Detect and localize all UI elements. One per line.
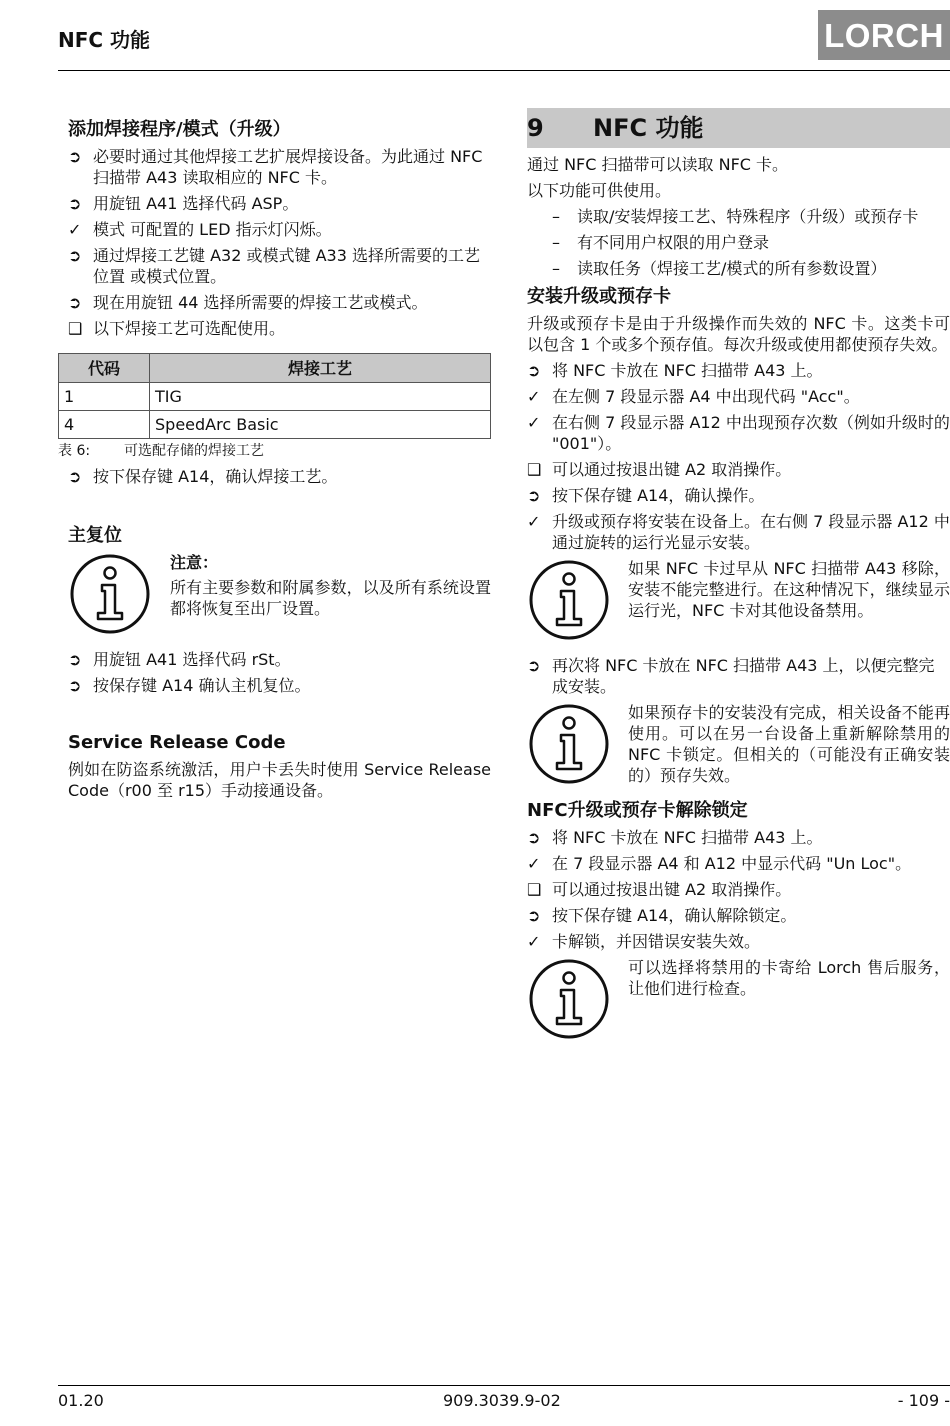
step-symbol: ➲ [527, 486, 541, 505]
dash-symbol: – [552, 259, 560, 278]
dash-symbol: – [552, 233, 560, 252]
list-item [68, 675, 491, 696]
page-header-title: NFC 功能 [58, 28, 151, 52]
list-item [68, 219, 491, 240]
step-symbol: ➲ [68, 650, 82, 669]
list-item [527, 459, 950, 480]
confirm-step [68, 466, 491, 487]
caption-label: 表 6: [58, 443, 91, 459]
retry-step [527, 655, 950, 697]
list-item [527, 206, 950, 227]
install-upgrade-text: 升级或预存卡是由于升级操作而失效的 NFC 卡。这类卡可以包含 1 个或多个预存值。每次升级或使用都使预存失效。 [527, 314, 950, 354]
info-icon [68, 552, 170, 641]
footer-page-number: - 109 - [897, 1391, 950, 1410]
notice-box [527, 957, 950, 1046]
unlock-steps [527, 827, 950, 952]
list-item-text: 将 NFC 卡放在 NFC 扫描带 A43 上。 [552, 361, 823, 380]
notice-text: 如果 NFC 卡过早从 NFC 扫描带 A43 移除，安装不能完整进行。在这种情况下，继续显示运行光，NFC 卡对其他设备禁用。 [628, 559, 950, 620]
step-symbol: ❑ [527, 460, 542, 479]
header-divider [58, 70, 950, 71]
list-item [527, 853, 950, 874]
footer-divider [58, 1385, 950, 1386]
right-column [527, 108, 950, 1054]
list-item [68, 466, 491, 487]
list-item [527, 258, 950, 279]
dash-symbol: – [552, 207, 560, 226]
notice-title: 注意： [170, 553, 219, 572]
table-cell: TIG [150, 383, 491, 411]
list-item [527, 360, 950, 381]
install-upgrade-steps [527, 360, 950, 553]
lorch-logo: LORCH [818, 10, 950, 60]
list-item [68, 193, 491, 214]
footer-doc-number: 909.3039.9-02 [443, 1391, 561, 1410]
section-heading-install-upgrade: 安装升级或预存卡 [527, 286, 671, 307]
table-cell: 1 [59, 383, 150, 411]
list-item-text: 在 7 段显示器 A4 和 A12 中显示代码 "Un Loc"。 [552, 854, 912, 873]
list-item-text: 按保存键 A14 确认主机复位。 [93, 676, 311, 695]
notice-text: 可以选择将禁用的卡寄给 Lorch 售后服务，让他们进行检查。 [628, 958, 950, 998]
list-item-text: 按下保存键 A14，确认解除锁定。 [552, 906, 797, 925]
step-symbol: ➲ [68, 676, 82, 695]
notice-box [68, 552, 491, 641]
list-item-text: 在左侧 7 段显示器 A4 中出现代码 "Acc"。 [552, 387, 860, 406]
step-symbol: ➲ [68, 194, 82, 213]
step-symbol: ➲ [527, 828, 541, 847]
master-reset-steps [68, 649, 491, 696]
list-item-text: 必要时通过其他焊接工艺扩展焊接设备。为此通过 NFC 扫描带 A43 读取相应的 NFC 卡。 [93, 147, 483, 187]
step-symbol: ➲ [527, 906, 541, 925]
list-item [527, 232, 950, 253]
step-symbol: ✓ [527, 387, 541, 406]
list-item [68, 292, 491, 313]
list-item-text: 读取任务（焊接工艺/模式的所有参数设置） [577, 259, 887, 278]
section-heading-master-reset: 主复位 [68, 525, 122, 546]
list-item [527, 931, 950, 952]
notice-box [527, 558, 950, 647]
table-row [59, 383, 491, 411]
section-heading-service-release: Service Release Code [68, 732, 286, 753]
step-symbol: ✓ [527, 932, 541, 951]
list-item [527, 827, 950, 848]
list-item-text: 再次将 NFC 卡放在 NFC 扫描带 A43 上，以便完整完成安装。 [552, 656, 935, 696]
list-item [68, 146, 491, 188]
welding-process-table [58, 353, 491, 439]
list-item-text: 读取/安装焊接工艺、特殊程序（升级）或预存卡 [577, 207, 919, 226]
table-cell: 4 [59, 411, 150, 439]
step-symbol: ➲ [68, 246, 82, 265]
table-header-process: 焊接工艺 [150, 354, 491, 383]
list-item-text: 按下保存键 A14，确认焊接工艺。 [93, 467, 338, 486]
step-symbol: ❑ [68, 319, 83, 338]
spacer [68, 701, 491, 731]
table-caption [58, 441, 491, 462]
notice-box [527, 702, 950, 791]
spacer [68, 492, 491, 524]
list-item-text: 可以通过按退出键 A2 取消操作。 [552, 460, 792, 479]
list-item [68, 245, 491, 287]
step-symbol: ✓ [68, 220, 82, 239]
list-item-text: 现在用旋钮 44 选择所需要的焊接工艺或模式。 [93, 293, 428, 312]
list-item-text: 将 NFC 卡放在 NFC 扫描带 A43 上。 [552, 828, 823, 847]
step-symbol: ➲ [527, 361, 541, 380]
section-heading-add-program: 添加焊接程序/模式（升级） [68, 119, 291, 140]
notice-text [170, 552, 491, 641]
list-item [527, 386, 950, 407]
table-header-row [59, 354, 491, 383]
footer-date: 01.20 [58, 1391, 104, 1410]
list-item [527, 905, 950, 926]
chapter-heading [527, 108, 950, 148]
list-item-text: 卡解锁，并因错误安装失效。 [552, 932, 761, 951]
function-list [527, 206, 950, 279]
step-symbol: ➲ [527, 656, 541, 675]
notice-body: 所有主要参数和附属参数，以及所有系统设置都将恢复至出厂设置。 [170, 578, 491, 618]
list-item [68, 318, 491, 339]
list-item-text: 通过焊接工艺键 A32 或模式键 A33 选择所需要的工艺位置 或模式位置。 [93, 246, 480, 286]
table-row [59, 411, 491, 439]
step-symbol: ➲ [68, 293, 82, 312]
section-heading-unlock: NFC升级或预存卡解除锁定 [527, 800, 748, 821]
list-item-text: 模式 可配置的 LED 指示灯闪烁。 [93, 220, 332, 239]
info-icon [527, 957, 628, 1046]
list-item-text: 升级或预存将安装在设备上。在右侧 7 段显示器 A12 中通过旋转的运行光显示安装。 [552, 512, 950, 552]
list-item-text: 用旋钮 A41 选择代码 rSt。 [93, 650, 291, 669]
chapter-title: NFC 功能 [593, 113, 704, 142]
list-item-text: 以下焊接工艺可选配使用。 [93, 319, 286, 338]
step-symbol: ➲ [68, 147, 82, 166]
list-item-text: 按下保存键 A14，确认操作。 [552, 486, 765, 505]
list-item [527, 879, 950, 900]
list-item [527, 655, 950, 697]
service-release-text: 例如在防盗系统激活，用户卡丢失时使用 Service Release Code（r00 至 r15）手动接通设备。 [68, 760, 491, 800]
step-symbol: ✓ [527, 512, 541, 531]
step-symbol: ❑ [527, 880, 542, 899]
add-program-steps [68, 146, 491, 339]
list-item [527, 511, 950, 553]
info-icon [527, 702, 628, 791]
list-item [527, 485, 950, 506]
list-item-text: 有不同用户权限的用户登录 [577, 233, 770, 252]
chapter-number: 9 [527, 113, 544, 142]
intro-text: 通过 NFC 扫描带可以读取 NFC 卡。 [527, 155, 789, 174]
table-cell: SpeedArc Basic [150, 411, 491, 439]
step-symbol: ✓ [527, 854, 541, 873]
caption-text: 可选配存储的焊接工艺 [124, 443, 264, 459]
info-icon [527, 558, 628, 647]
step-symbol: ➲ [68, 467, 82, 486]
list-item [68, 649, 491, 670]
list-item-text: 用旋钮 A41 选择代码 ASP。 [93, 194, 299, 213]
notice-text: 如果预存卡的安装没有完成，相关设备不能再使用。可以在另一台设备上重新解除禁用的 NFC 卡锁定。但相关的（可能没有正确安装的）预存失效。 [628, 703, 950, 785]
list-item [527, 412, 950, 454]
list-item-text: 可以通过按退出键 A2 取消操作。 [552, 880, 792, 899]
left-column [58, 118, 491, 806]
step-symbol: ✓ [527, 413, 541, 432]
list-item-text: 在右侧 7 段显示器 A12 中出现预存次数（例如升级时的 "001"）。 [552, 413, 950, 453]
table-header-code: 代码 [59, 354, 150, 383]
intro-text: 以下功能可供使用。 [527, 181, 672, 200]
